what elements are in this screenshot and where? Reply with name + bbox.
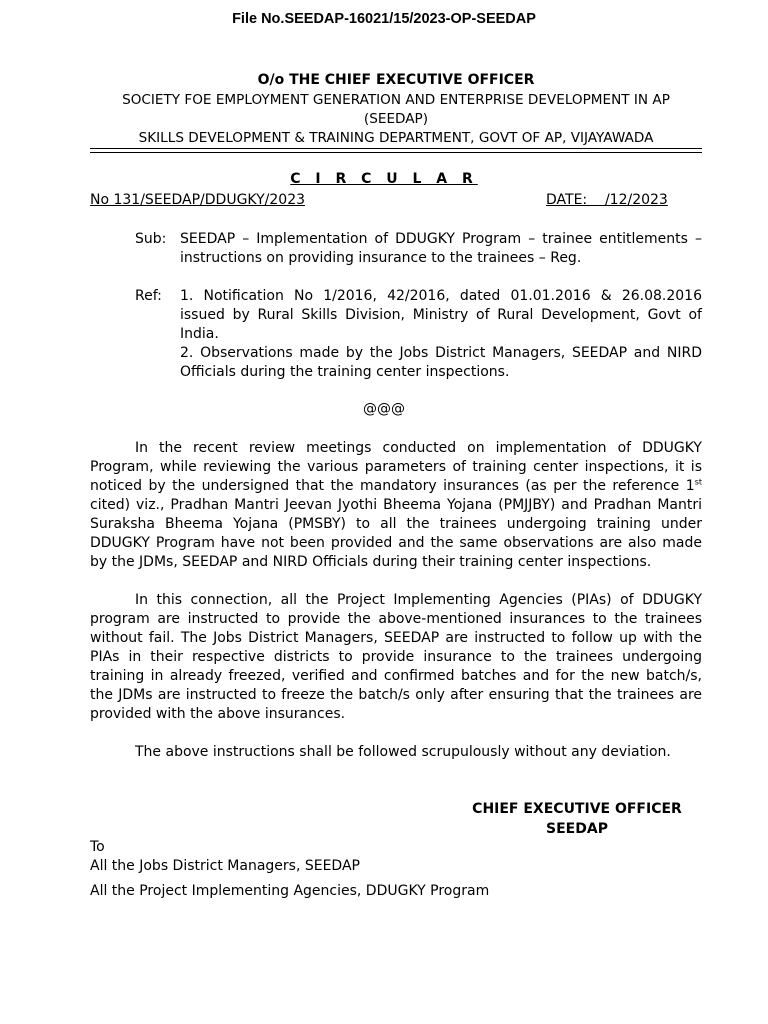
- recipient-item: All the Jobs District Managers, SEEDAP: [90, 858, 360, 874]
- office-title: O/o THE CHIEF EXECUTIVE OFFICER: [257, 72, 535, 88]
- body-paragraph-1-text-b: cited) viz., Pradhan Mantri Jeevan Jyothi Bheema Yojana (PMJJBY) and Pradhan Mantri Suraksha Bheema Yojana (PMSBY) to all the trainees undergoing training under DDUGKY Program have not been provided and the same observations are also made by the JDMs, SEEDAP and NIRD Officials during their training center inspections.: [90, 497, 702, 570]
- society-name-line2: (SEEDAP): [363, 111, 429, 127]
- recipient-item: All the Project Implementing Agencies, DDUGKY Program: [90, 883, 490, 899]
- separator: @@@: [363, 401, 405, 417]
- subject-label: Sub:: [135, 231, 167, 247]
- body-paragraph-1-text-a: In the recent review meetings conducted on implementation of DDUGKY Program, while reviewing the various parameters of training center inspections, it is noticed by the undersigned that the mandatory insurances (as per the reference 1: [90, 440, 702, 494]
- body-paragraph-3: The above instructions shall be followed scrupulously without any deviation.: [135, 744, 671, 760]
- subject-text: SEEDAP – Implementation of DDUGKY Program – trainee entitlements – instructions on providing insurance to the trainees – Reg.: [180, 231, 702, 266]
- department-name: SKILLS DEVELOPMENT & TRAINING DEPARTMENT, GOVT OF AP, VIJAYAWADA: [138, 130, 654, 146]
- circular-number: No 131/SEEDAP/DDUGKY/2023: [90, 192, 306, 208]
- reference-superscript: st: [694, 477, 702, 487]
- reference-item-1: 1. Notification No 1/2016, 42/2016, dated 01.01.2016 & 26.08.2016 issued by Rural Skills Division, Ministry of Rural Development, Govt of India.: [180, 288, 702, 342]
- body-paragraph-1: [90, 439, 702, 572]
- circular-date: DATE: /12/2023: [546, 192, 668, 208]
- to-label: To: [90, 839, 105, 855]
- body-paragraph-2: In this connection, all the Project Implementing Agencies (PIAs) of DDUGKY program are instructed to provide the above-mentioned insurances to the trainees without fail. The Jobs District Managers, SEEDAP are instructed to follow up with the PIAs in their respective districts to provide insurance to the trainees undergoing training in already freezed, verified and confirmed batches and for the new batch/s, the JDMs are instructed to freeze the batch/s only after ensuring that the trainees are provided with the above insurances.: [90, 592, 702, 722]
- file-number: File No.SEEDAP-16021/15/2023-OP-SEEDAP: [232, 11, 536, 27]
- signature-designation: CHIEF EXECUTIVE OFFICER: [472, 801, 682, 817]
- reference-label: Ref:: [135, 288, 162, 304]
- society-name-line1: SOCIETY FOE EMPLOYMENT GENERATION AND ENTERPRISE DEVELOPMENT IN AP: [122, 92, 670, 108]
- header-divider: [90, 148, 702, 153]
- signature-organization: SEEDAP: [546, 821, 608, 837]
- reference-item-2: 2. Observations made by the Jobs District Managers, SEEDAP and NIRD Officials during the training center inspections.: [180, 345, 702, 380]
- circular-title: C I R C U L A R: [290, 171, 478, 187]
